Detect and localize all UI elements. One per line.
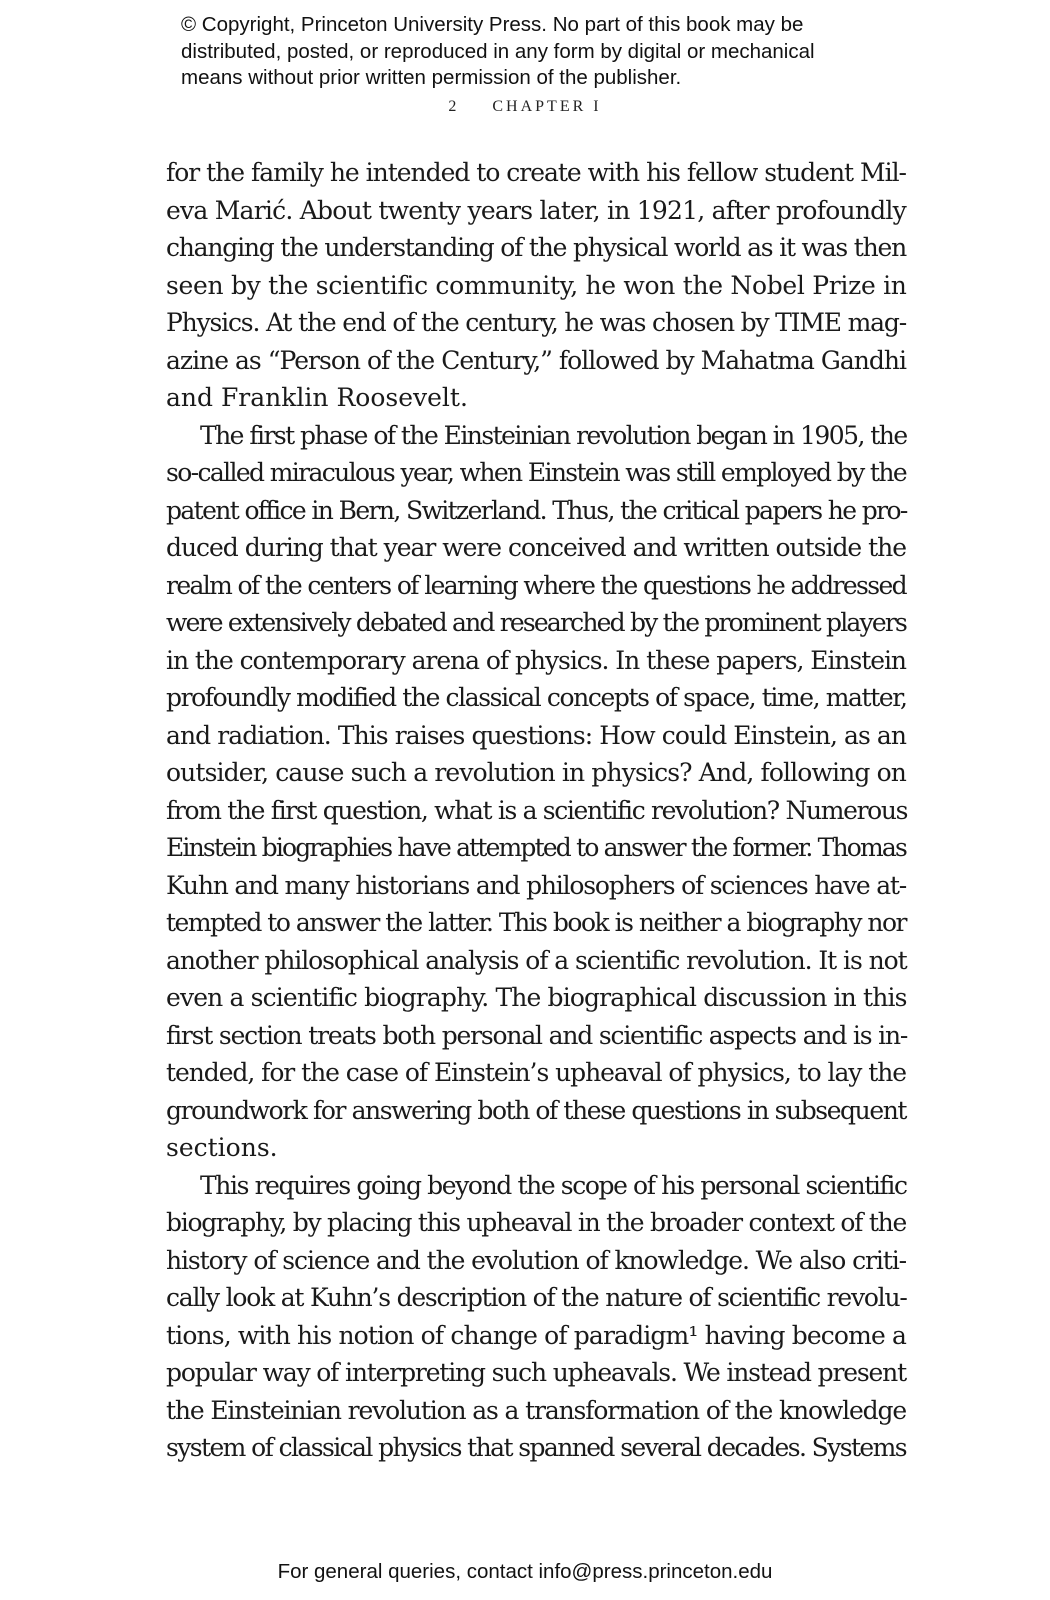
copyright-line: © Copyright, Princeton University Press. No part of this book may be: [181, 13, 804, 36]
text-line: changing the understanding of the physical world as it was then: [166, 233, 906, 262]
text-line: from the first question, what is a scientific revolution? Numerous: [166, 795, 908, 825]
text-line: in the contemporary arena of physics. In these papers, Einstein: [166, 645, 906, 675]
text-line: even a scientific biography. The biographical discussion in this: [166, 983, 907, 1012]
text-line: seen by the scientific community, he won the Nobel Prize in: [166, 270, 907, 300]
copyright-line: means without prior written permission of the publisher.: [181, 66, 682, 89]
text-line: realm of the centers of learning where the questions he addressed: [166, 570, 906, 600]
copyright-line: distributed, posted, or reproduced in any form by digital or mechanical: [181, 39, 815, 63]
page-number: 2: [448, 98, 460, 115]
contact-footer: For general queries, contact info@press.princeton.edu: [277, 1560, 773, 1583]
running-head: [0, 98, 1050, 116]
text-line: This requires going beyond the scope of his personal scientific: [200, 1170, 907, 1200]
text-line: the Einsteinian revolution as a transformation of the knowledge: [166, 1395, 906, 1425]
text-line: tions, with his notion of change of paradigm¹ having become a: [166, 1320, 906, 1350]
text-line: Physics. At the end of the century, he was chosen by TIME mag-: [166, 308, 906, 337]
text-line: cally look at Kuhn’s description of the nature of scientific revolu-: [166, 1283, 907, 1312]
text-line: so-called miraculous year, when Einstein was still employed by the: [166, 458, 906, 487]
body-text: [166, 154, 906, 1467]
text-line: biography, by placing this upheaval in the broader context of the: [166, 1208, 906, 1237]
text-line: The first phase of the Einsteinian revolution began in 1905, the: [200, 420, 907, 450]
text-line: for the family he intended to create with his fellow student Mil-: [166, 158, 906, 187]
text-line: outsider, cause such a revolution in physics? And, following on: [166, 758, 906, 787]
text-line: were extensively debated and researched by the prominent players: [166, 608, 906, 637]
chapter-label: CHAPTER I: [492, 98, 602, 115]
text-line: sections.: [166, 1133, 278, 1162]
copyright-notice: [181, 12, 901, 92]
text-line: first section treats both personal and scientific aspects and is in-: [166, 1020, 908, 1050]
text-line: eva Marić. About twenty years later, in 1921, after profoundly: [166, 195, 906, 225]
text-line: history of science and the evolution of knowledge. We also criti-: [166, 1245, 906, 1275]
text-line: popular way of interpreting such upheavals. We instead present: [166, 1358, 906, 1387]
text-line: system of classical physics that spanned several decades. Systems: [166, 1433, 906, 1462]
text-line: another philosophical analysis of a scientific revolution. It is not: [166, 945, 907, 975]
text-line: duced during that year were conceived and written outside the: [166, 533, 906, 562]
text-line: profoundly modified the classical concepts of space, time, matter,: [166, 683, 907, 712]
text-line: tended, for the case of Einstein’s upheaval of physics, to lay the: [166, 1058, 906, 1087]
text-line: Einstein biographies have attempted to answer the former. Thomas: [166, 833, 906, 862]
text-line: and Franklin Roosevelt.: [166, 383, 468, 412]
text-line: patent office in Bern, Switzerland. Thus, the critical papers he pro-: [166, 495, 907, 525]
text-line: and radiation. This raises questions: How could Einstein, as an: [166, 720, 906, 750]
text-line: azine as “Person of the Century,” followed by Mahatma Gandhi: [166, 345, 906, 375]
text-line: groundwork for answering both of these questions in subsequent: [166, 1095, 906, 1125]
text-line: tempted to answer the latter. This book is neither a biography nor: [166, 908, 906, 937]
text-line: Kuhn and many historians and philosophers of sciences have at-: [166, 870, 906, 900]
